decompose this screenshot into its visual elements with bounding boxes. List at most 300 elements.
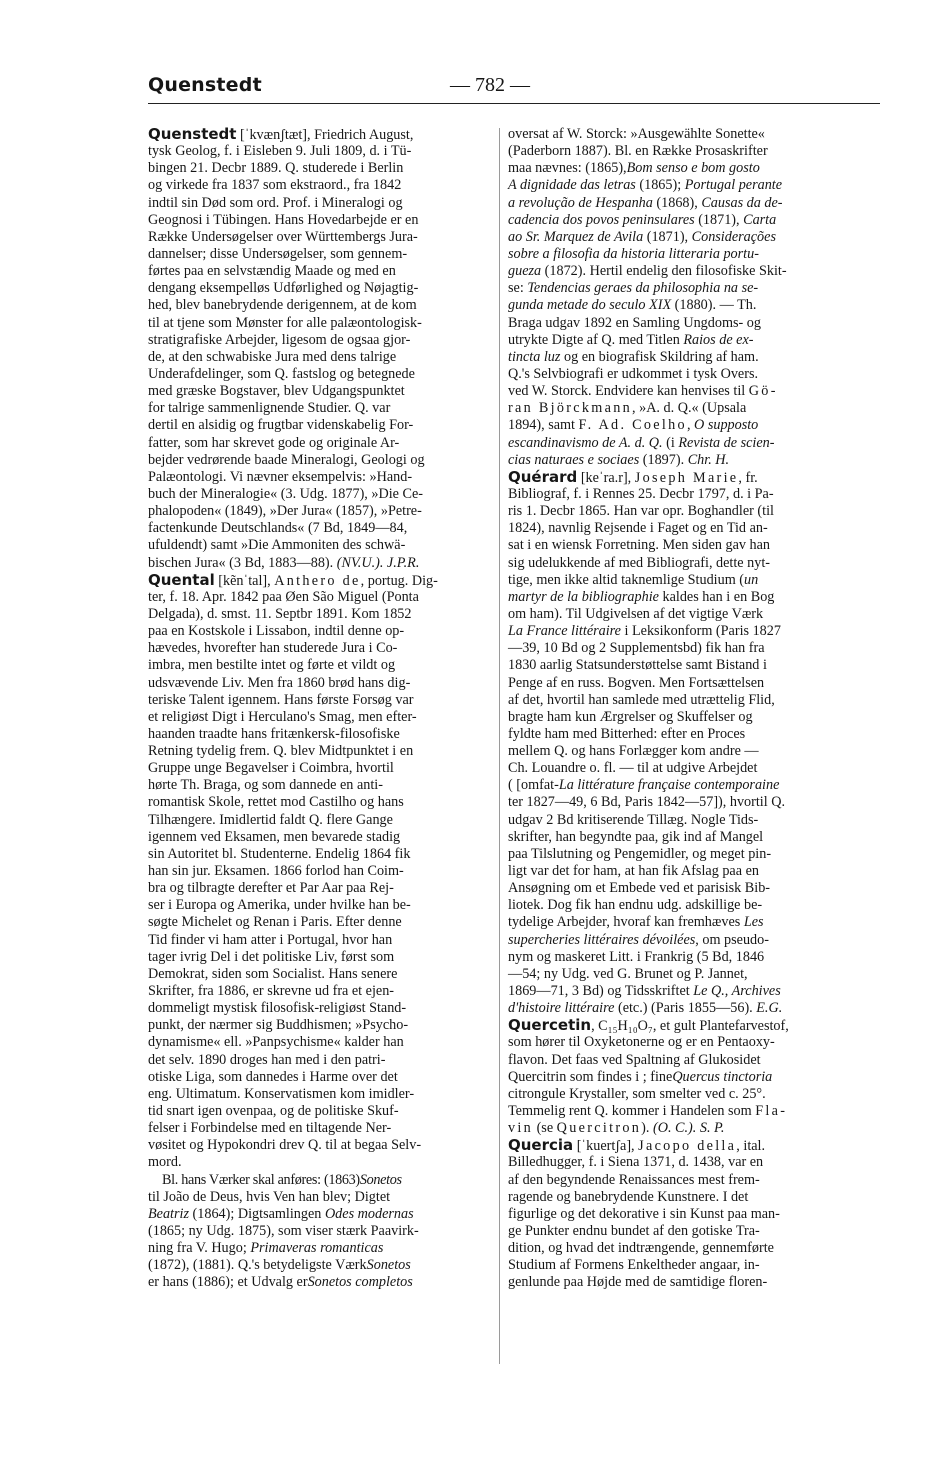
body-text: Quercitrin som findes i: [508, 1068, 643, 1085]
running-header: [148, 74, 880, 106]
spaced-name: ran Björckmann: [508, 400, 632, 417]
text-line: [508, 503, 880, 520]
body-text: ligt var det for ham, at han fik Afslag paa en: [508, 863, 759, 880]
text-line: [148, 1223, 503, 1240]
body-text: ved W. Storck. Endvidere kan henvises til: [508, 383, 749, 400]
body-text: Gruppe unge Begavelser i Coimbra, hvortil: [148, 760, 394, 777]
text-line: [148, 1240, 503, 1257]
text-line: [148, 743, 503, 760]
body-text: [omfat-: [512, 777, 559, 794]
body-text: Ch. Louandre o. fl. — til at udgive Arbejdet: [508, 760, 758, 777]
body-text: Delgada), d. smst. 11. Septbr 1891. Kom 1852: [148, 605, 412, 622]
text-line: [148, 537, 503, 554]
body-text: Tid finder vi ham atter i Portugal, hvor han: [148, 931, 393, 948]
body-text: dommeligt mystisk filosofisk-religiøst Stand-: [148, 1000, 407, 1017]
text-line: [148, 812, 503, 829]
body-text: , portug. Dig-: [360, 572, 438, 589]
italic-text: gunda metade do seculo XIX: [508, 297, 672, 314]
text-line: [508, 160, 880, 177]
text-line: [508, 777, 880, 794]
text-line: [148, 675, 503, 692]
headword: Quérard: [508, 467, 578, 486]
body-text: ter, f. 18. Apr. 1842 paa Øen São Miguel (Ponta: [148, 588, 419, 605]
body-text: sat i en wiensk Forretning. Men siden gav han: [508, 537, 771, 554]
body-text: hørte Th. Braga, og som dannede en anti-: [148, 777, 383, 794]
header-rule: [148, 103, 880, 104]
text-line: [508, 949, 880, 966]
text-line: [148, 1120, 503, 1137]
text-line: [148, 932, 503, 949]
body-text: Retning tydelig frem. Q. blev Midtpunktet i en: [148, 743, 414, 760]
body-text: stratigrafiske Arbejder, ligesom de ogsaa gjor-: [148, 331, 411, 348]
body-text: liotek. Dog fik han endnu udg. adskillige be-: [508, 897, 763, 914]
entry-headword-line: [508, 1017, 880, 1034]
body-text: (: [508, 777, 513, 794]
body-text: eng. Ultimatum. Konservatismen kom imidler-: [148, 1085, 415, 1102]
text-line: [508, 1189, 880, 1206]
body-text: Billedhugger, f. i Siena 1371, d. 1438, var en: [508, 1154, 764, 1171]
text-line: [148, 263, 503, 280]
body-text: Underafdelinger, som Q. fastslog og betegnede: [148, 365, 415, 382]
spaced-name: Jacopo della: [638, 1138, 737, 1155]
text-line: [148, 297, 503, 314]
text-line: [508, 1154, 880, 1171]
page-number: — 782 —: [450, 74, 530, 96]
body-text: et religiøst Digt i Herculano's Smag, men efter-: [148, 708, 417, 725]
body-text: vøsitet og Hypokondri drev Q. til at begaa Selv-: [148, 1137, 422, 1154]
text-line: [508, 1034, 880, 1051]
italic-text: A dignidade das letras: [508, 177, 636, 194]
body-text: søgte Michelet og Renan i Paris. Efter denne: [148, 914, 402, 931]
right-column: [508, 126, 880, 1292]
text-line: [148, 246, 503, 263]
italic-text: Sonetos: [366, 1257, 411, 1274]
body-text: Q.'s Selvbiografi er udkommet i tysk Overs.: [508, 365, 759, 382]
body-text: maa nævnes:: [508, 160, 586, 177]
text-line: [148, 1052, 503, 1069]
spaced-name: Anthero de: [274, 572, 361, 589]
body-text: hævedes, hvorefter han studerede Jura i Co-: [148, 640, 398, 657]
italic-text: sobre a filosofia da historia litteraria portu-: [508, 245, 759, 262]
body-text: (1865);: [635, 177, 685, 194]
text-line: [148, 863, 503, 880]
text-line: [508, 366, 880, 383]
italic-text: Raios de ex-: [683, 331, 754, 348]
italic-text: Considerações: [691, 228, 776, 245]
body-text: , C₁₅H₁₀O₇, et gult Plantefarvestof,: [591, 1018, 789, 1035]
text-line: [508, 349, 880, 366]
italic-text: ao Sr. Marquez de Avila: [508, 228, 644, 245]
text-line: [508, 606, 880, 623]
text-line: [508, 657, 880, 674]
body-text: paa en Kostskole i Lissabon, indtil denne op-: [148, 623, 405, 640]
text-line: [508, 743, 880, 760]
body-text: utrykte Digte af Q. med Titlen: [508, 331, 684, 348]
text-line: [508, 1206, 880, 1223]
text-line: [148, 229, 503, 246]
text-line: [148, 195, 503, 212]
body-text: ragende og banebrydende Kunstnere. I det: [508, 1188, 749, 1205]
text-line: [508, 846, 880, 863]
body-text: bragte ham kun Ærgrelser og Skuffelser og: [508, 708, 753, 725]
body-text: ; fine: [642, 1068, 673, 1085]
body-text: Række Undersøgelser over Württembergs Jura-: [148, 228, 418, 245]
text-line: [508, 1120, 880, 1137]
text-line: [148, 1103, 503, 1120]
body-text: (i: [662, 434, 679, 451]
text-line: [508, 794, 880, 811]
body-text: —39, 10 Bd og 2 Supplementsbd) fik han fra: [508, 640, 765, 657]
body-text: og virkede fra 1837 som ekstraord., fra 1842: [148, 177, 402, 194]
body-text: (1871),: [643, 228, 692, 245]
body-text: udsvævende Liv. Men fra 1860 brød hans dig-: [148, 674, 411, 691]
body-text: i Leksikonform (Paris 1827: [620, 623, 781, 640]
italic-text: Les: [743, 914, 764, 931]
text-line: [148, 829, 503, 846]
italic-text: martyr de la bibliographie: [508, 588, 659, 605]
text-line: [148, 640, 503, 657]
body-text: , fr.: [738, 469, 758, 486]
italic-text: Sonetos completos: [307, 1274, 413, 1291]
text-line: [508, 126, 880, 143]
text-line: [508, 1086, 880, 1103]
italic-text: escandinavismo de A. d. Q.: [508, 434, 663, 451]
body-text: sig udelukkende af med Bibliografi, dette nyt-: [508, 554, 771, 571]
text-line: [508, 143, 880, 160]
text-line: [148, 657, 503, 674]
text-line: [148, 1274, 503, 1291]
body-text: felser i Forbindelse med en tiltagende Ner-: [148, 1120, 392, 1137]
text-line: [148, 400, 503, 417]
text-line: [148, 589, 503, 606]
body-text: fyldte ham med Bitterhed: efter en Proces: [508, 725, 746, 742]
text-line: [148, 1086, 503, 1103]
text-line: [148, 349, 503, 366]
body-text: ter 1827—49, 6 Bd, Paris 1842—57]), hvortil Q.: [508, 794, 786, 811]
text-line: [508, 297, 880, 314]
body-text: Skrifter, fra 1886, er skrevne ud fra et ejen-: [148, 983, 395, 1000]
text-line: [148, 503, 503, 520]
text-line: [148, 1034, 503, 1051]
body-text: bejder vedrørende baade Mineralogi, Geologi og: [148, 451, 425, 468]
body-text: (1872),: [148, 1257, 193, 1274]
body-text: ).: [641, 1120, 653, 1137]
body-text: udgav 2 Bd kritiserende Tillæg. Nogle Tids-: [508, 811, 759, 828]
body-text: (1872). Hertil endelig den filosofiske Skit-: [541, 263, 787, 280]
text-line: [148, 143, 503, 160]
body-text: (1881). Q.'s betydeligste Værk: [192, 1257, 367, 1274]
body-text: dengang eksempelløs Udførlighed og Nøjagtig-: [148, 280, 419, 297]
headword: Quercetin: [508, 1016, 592, 1035]
body-text: [kẽnˈtal],: [214, 572, 275, 589]
text-line: [148, 726, 503, 743]
text-line: [508, 966, 880, 983]
italic-text: Odes modernas: [324, 1205, 414, 1222]
text-line: [148, 1257, 503, 1274]
text-line: [148, 897, 503, 914]
body-text: , om pseudo-: [695, 931, 769, 948]
body-text: ris 1. Decbr 1865. Han var opr. Boghandler (til: [508, 503, 774, 520]
body-text: er hans: [148, 1274, 193, 1291]
text-line: [508, 623, 880, 640]
body-text: Temmelig rent Q. kommer i Handelen som: [508, 1103, 756, 1120]
body-text: tysk Geolog, f. i Eisleben 9. Juli 1809, d. i Tü-: [148, 143, 412, 160]
body-text: som hører til Oxyketonerne og er en Pentaoxy-: [508, 1034, 775, 1051]
spaced-name: vin: [508, 1120, 534, 1137]
body-text: ufuldendt) samt »Die Ammoniten des schwä-: [148, 537, 406, 554]
body-text: (1865),: [585, 160, 627, 177]
body-text: (1871),: [694, 211, 744, 228]
text-line: [148, 555, 503, 572]
italic-text: Tendencias geraes da philosophia na se-: [527, 280, 759, 297]
text-line: [508, 760, 880, 777]
text-line: [148, 794, 503, 811]
body-text: [ˈkvænʃtæt], Friedrich August,: [236, 127, 414, 143]
body-text: [ˈkuertʃa],: [573, 1138, 639, 1155]
text-line: [508, 1274, 880, 1291]
text-line: [148, 520, 503, 537]
body-text: mord.: [148, 1154, 182, 1171]
italic-text: Carta: [743, 211, 777, 228]
italic-text: un: [744, 571, 759, 588]
text-line: [508, 1103, 880, 1120]
text-line: [148, 469, 503, 486]
body-text: bischen Jura« (3 Bd, 1883—88).: [148, 554, 337, 571]
body-text: og en biografisk Skildring af ham.: [560, 348, 759, 365]
body-text: kaldes han i en Bog: [658, 588, 775, 605]
italic-text: Revista de scien-: [678, 434, 775, 451]
text-line: [148, 366, 503, 383]
text-line: [148, 1137, 503, 1154]
italic-text: La littérature française contemporaine: [558, 777, 780, 794]
body-text: Geognosi i Tübingen. Hans Hovedarbejde er en: [148, 211, 419, 228]
body-text: sin Autoritet bl. Studenterne. Endelig 1864 fik: [148, 845, 411, 862]
italic-text: gueza: [508, 263, 542, 280]
body-text: Demokrat, siden som Socialist. Hans senere: [148, 965, 398, 982]
text-line: [508, 1172, 880, 1189]
body-text: igennem ved Eksamen, men bevarede stadig: [148, 828, 401, 845]
text-line: [508, 897, 880, 914]
body-text: —54; ny Udg. ved G. Brunet og P. Jannet,: [508, 965, 748, 982]
body-text: , ital.: [736, 1138, 766, 1155]
text-line: [508, 537, 880, 554]
text-line: [148, 435, 503, 452]
text-line: [508, 983, 880, 1000]
text-line: [148, 315, 503, 332]
entry-headword-line: [148, 572, 503, 589]
spaced-name: Fla-: [755, 1103, 788, 1120]
text-line: [508, 1223, 880, 1240]
italic-text: Chr. H.: [687, 451, 730, 468]
body-text: dynamisme« ell. »Panpsychisme« kalder han: [148, 1034, 404, 1051]
body-text: af den begyndende Renaissances mest frem-: [508, 1171, 760, 1188]
body-text: det selv. 1890 droges han med i den patri-: [148, 1051, 386, 1068]
italic-text: Beatriz: [148, 1205, 189, 1222]
text-line: [148, 417, 503, 434]
body-text: Ansøgning om et Embede ved et parisisk Bib-: [508, 880, 771, 897]
body-text: til João de Deus, hvis Ven han blev; Digtet: [148, 1188, 391, 1205]
text-line: [508, 709, 880, 726]
text-line: [508, 932, 880, 949]
text-line: [148, 1154, 503, 1171]
text-line: [148, 160, 503, 177]
text-line: [508, 589, 880, 606]
text-line: [148, 880, 503, 897]
entry-headword-line: [148, 126, 503, 143]
body-text: (1897).: [639, 451, 688, 468]
body-text: ,: [686, 417, 695, 434]
body-text: punkt, der nærmer sig Buddhismen; »Psycho-: [148, 1017, 409, 1034]
italic-text: tincta luz: [508, 348, 561, 365]
body-text: Tilhængere. Imidlertid faldt Q. flere Gange: [148, 811, 393, 828]
body-text: til at tjene som Mønster for alle palæontologisk-: [148, 314, 422, 331]
body-text: 1824), navnlig Rejsende i Faget og en Tid an-: [508, 520, 768, 537]
body-text: (1880). — Th.: [671, 297, 757, 314]
body-text: ning fra V. Hugo;: [148, 1240, 251, 1257]
text-line: [148, 914, 503, 931]
body-text: paa Tilslutning og Pengemidler, og meget pin-: [508, 845, 772, 862]
text-line: [148, 212, 503, 229]
text-line: [508, 520, 880, 537]
body-text: (1864); Digtsamlingen: [188, 1205, 325, 1222]
body-text: otiske Liga, som dannedes i Harme over det: [148, 1068, 398, 1085]
text-line: [148, 777, 503, 794]
body-text: se:: [508, 280, 528, 297]
italic-text: Sonetos: [359, 1171, 402, 1188]
entry-headword-line: [508, 469, 880, 486]
body-text: nym og maskeret Litt. i Frankrig (5 Bd, 1846: [508, 948, 765, 965]
text-line: [148, 760, 503, 777]
italic-text: supercheries littéraires dévoilées: [508, 931, 696, 948]
body-text: for talrige sammenlignende Studier. Q. var: [148, 400, 391, 417]
spaced-name: F. Ad. Coelho: [578, 417, 687, 434]
text-line: [148, 1206, 503, 1223]
body-text: oversat af W. Storck: »Ausgewählte Sonette«: [508, 126, 765, 142]
text-line: [148, 1069, 503, 1086]
text-line: [508, 555, 880, 572]
text-line: [508, 829, 880, 846]
left-column: [148, 126, 503, 1292]
text-line: [508, 417, 880, 434]
text-line: [148, 332, 503, 349]
body-text: de, at den schwabiske Jura med dens talrige: [148, 348, 397, 365]
body-text: indtil sin Død som ord. Prof. i Mineralogi og: [148, 194, 403, 211]
text-line: [508, 263, 880, 280]
italic-text: a revolução de Hespanha: [508, 194, 653, 211]
text-line: [508, 486, 880, 503]
text-line: [148, 983, 503, 1000]
body-text: (1886); et Udvalg er: [192, 1274, 308, 1291]
text-line: [508, 229, 880, 246]
body-text: imbra, men bestilte intet og førte et vildt og: [148, 657, 396, 674]
body-text: han sin jur. Eksamen. 1866 forlod han Coim-: [148, 863, 404, 880]
body-text: ser i Europa og Amerika, under hvilke han be-: [148, 897, 411, 914]
text-line: [148, 1000, 503, 1017]
spaced-name: Quercitron: [556, 1120, 642, 1137]
text-line: [508, 1000, 880, 1017]
text-line: [508, 572, 880, 589]
text-line: [508, 246, 880, 263]
body-text: Bl. hans Værker skal anføres:: [162, 1171, 324, 1188]
text-line: [508, 383, 880, 400]
text-line: [148, 1189, 503, 1206]
body-text: haanden traadte hans fritænkersk-filosofiske: [148, 725, 400, 742]
spaced-name: Gö-: [748, 383, 778, 400]
body-text: førtes paa en selvstændig Maade og med en: [148, 263, 396, 280]
body-text: figurlige og det dekorative i sin Kunst paa man-: [508, 1205, 780, 1222]
body-text: phalopoden« (1849), »Der Jura« (1857), »Petre-: [148, 503, 422, 520]
italic-text: Le Q., Archives: [693, 983, 781, 1000]
body-text: genlunde paa Højde med de samtidige floren-: [508, 1274, 768, 1291]
body-text: tid snart igen ovenpaa, og de politiske Skuf-: [148, 1103, 399, 1120]
text-line: [508, 812, 880, 829]
body-text: Palæontologi. Vi nævner eksempelvis: »Hand-: [148, 468, 413, 485]
text-line: [148, 949, 503, 966]
body-text: (1863): [323, 1171, 360, 1188]
text-line: [508, 212, 880, 229]
text-line: [148, 177, 503, 194]
text-line: [148, 966, 503, 983]
body-text: (se: [533, 1120, 557, 1137]
body-text: teriske Talent igennem. Hans første Forsøg var: [148, 691, 414, 708]
body-text: mellem Q. og hans Forlægger kom andre —: [508, 743, 759, 760]
body-text: bingen 21. Decbr 1889. Q. studerede i Berlin: [148, 160, 404, 177]
text-line: [148, 280, 503, 297]
body-text: dition, og hvad det indtrængende, gennemførte: [508, 1240, 774, 1257]
body-text: (1865; ny Udg. 1875), som viser stærk Paavirk-: [148, 1223, 419, 1239]
body-text: 1894), samt: [508, 417, 579, 434]
text-line: [148, 486, 503, 503]
body-text: bra og tilbragte derefter et Par Aar paa Rej-: [148, 880, 394, 897]
body-text: med græske Bogstaver, blev Udgangspunktet: [148, 383, 405, 400]
text-line: [148, 452, 503, 469]
body-text: dertil en alsidig og frugtbar videnskabelig For-: [148, 417, 414, 434]
body-text: Braga udgav 1892 en Samling Ungdoms- og: [508, 314, 761, 331]
running-head-word: Quenstedt: [148, 74, 262, 96]
body-text: [keˈra.r],: [577, 469, 635, 486]
text-line: [148, 383, 503, 400]
italic-text: Quercus tinctoria: [672, 1068, 773, 1085]
body-text: Penge af en russ. Bogven. Men Fortsættelsen: [508, 674, 765, 691]
text-line: [508, 1257, 880, 1274]
italic-text: Primaveras romanticas: [250, 1240, 384, 1257]
body-text: Studium af Formens Enkeltheder angaar, in-: [508, 1257, 760, 1274]
text-line: [508, 280, 880, 297]
body-text: skrifter, han begyndte paa, gik ind af Mangel: [508, 828, 764, 845]
body-text: buch der Mineralogie« (3. Udg. 1877), »Die Ce-: [148, 485, 424, 502]
text-line: [508, 863, 880, 880]
body-text: 1830 aarlig Statsunderstøttelse samt Bistand i: [508, 657, 767, 674]
body-text: (Paderborn 1887). Bl. en Række Prosaskrifter: [508, 143, 768, 160]
text-line: [148, 1017, 503, 1034]
body-text: factenkunde Deutschlands« (7 Bd, 1849—84,: [148, 520, 408, 537]
body-text: tige, men ikke altid taknemlige Studium (: [508, 571, 745, 588]
column-divider: [499, 128, 500, 1364]
text-line: [508, 332, 880, 349]
text-line: [508, 177, 880, 194]
text-line: [508, 726, 880, 743]
body-text: om ham). Til Udgivelsen af det vigtige Værk: [508, 605, 764, 622]
text-line: [508, 400, 880, 417]
italic-text: Causas da de-: [701, 194, 783, 211]
italic-text: (O. C.). S. P.: [652, 1120, 725, 1137]
italic-text: cadencia dos povos peninsulares: [508, 211, 695, 228]
body-text: dannelser; disse Undersøgelser, som gennem-: [148, 245, 408, 262]
text-line: [508, 692, 880, 709]
text-line: [508, 914, 880, 931]
body-text: 1869—71, 3 Bd) og Tidsskriftet: [508, 983, 694, 1000]
body-text: Bibliograf, f. i Rennes 25. Decbr 1797, d. i Pa-: [508, 485, 774, 502]
